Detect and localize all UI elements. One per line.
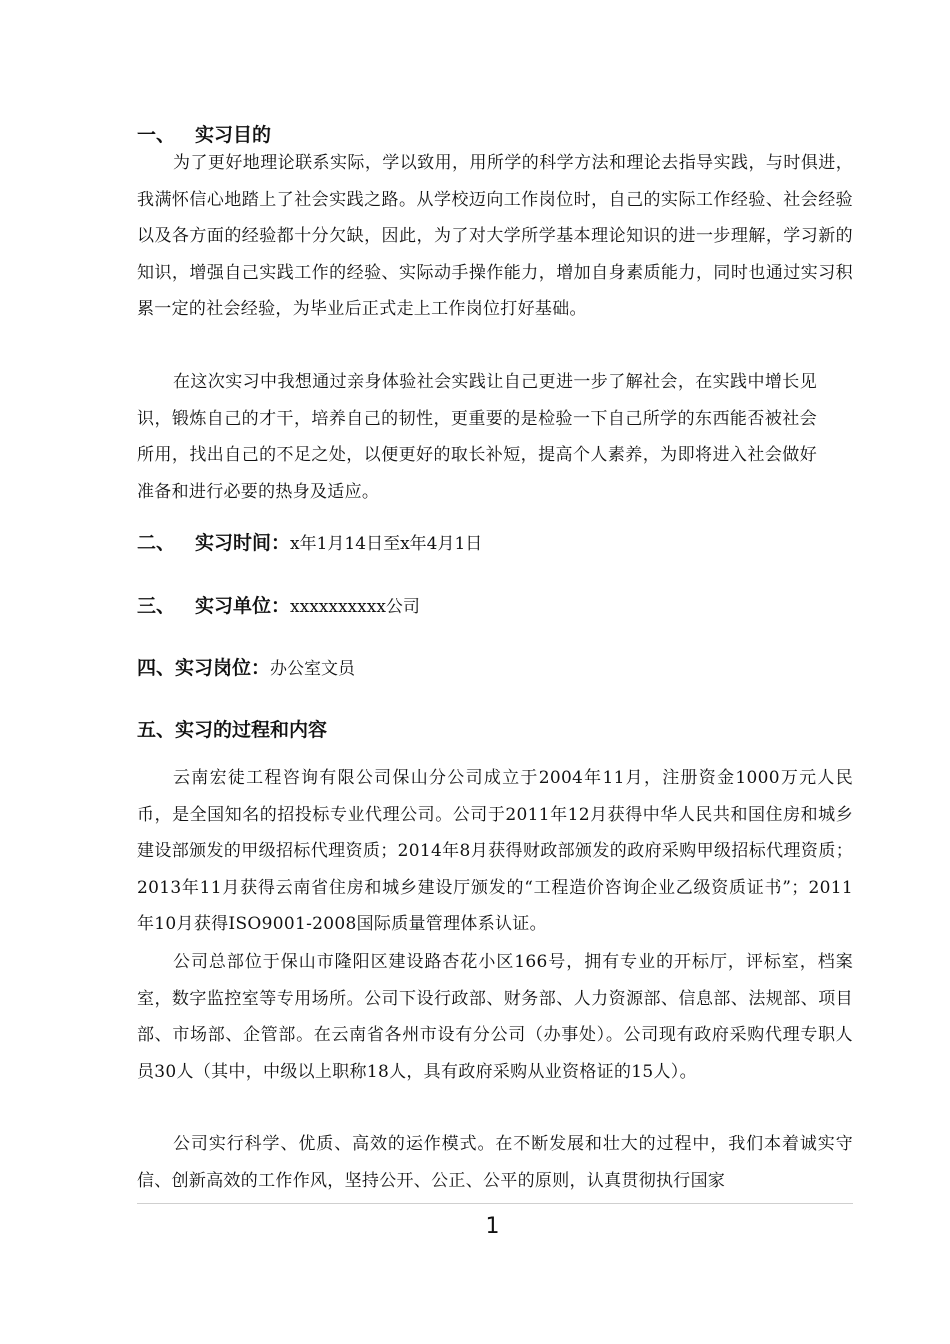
section-title: 实习目的: [195, 124, 272, 146]
company-paragraph-1: 云南宏徒工程咨询有限公司保山分公司成立于2004年11月，注册资金1000万元人民币，是全国知名的招投标专业代理公司。公司于2011年12月获得中华人民共和国住房和城乡建设部颁发的甲级招标代理资质；2014年8月获得财政部颁发的政府采购甲级招标代理资质；2013年11月获得云南省住房和城乡建设厅颁发的“工程造价咨询企业乙级资质证书”；2011年10月获得ISO9001-2008国际质量管理体系认证。: [137, 768, 853, 934]
internship-unit-value: xxxxxxxxxx公司: [290, 597, 420, 617]
section-label: 实习时间：: [195, 532, 291, 554]
section-heading-unit: [137, 591, 420, 618]
section-label: 实习单位：: [195, 595, 291, 617]
section-label: 四、实习岗位：: [137, 657, 271, 679]
purpose-paragraph-2: 在这次实习中我想通过亲身体验社会实践让自己更进一步了解社会，在实践中增长见识，锻炼自己的才干，培养自己的韧性，更重要的是检验一下自己所学的东西能否被社会所用，找出自己的不足之处，以便更好的取长补短，提高个人素养，为即将进入社会做好准备和进行必要的热身及适应。: [137, 372, 817, 502]
company-paragraph-2: 公司总部位于保山市隆阳区建设路杏花小区166号，拥有专业的开标厅，评标室，档案室，数字监控室等专用场所。公司下设行政部、财务部、人力资源部、信息部、法规部、项目部、市场部、企管部。在云南省各州市设有分公司（办事处）。公司现有政府采购代理专职人员30人（其中，中级以上职称18人，具有政府采购从业资格证的15人）。: [137, 952, 853, 1082]
section-number: 一、: [137, 124, 176, 146]
footer-divider: [137, 1203, 853, 1204]
internship-time-value: x年1月14日至x年4月1日: [290, 534, 483, 554]
section-heading-purpose: [137, 120, 271, 147]
page-number: 1: [485, 1214, 500, 1239]
section-heading-time: [137, 528, 482, 555]
company-paragraph-3: 公司实行科学、优质、高效的运作模式。在不断发展和壮大的过程中，我们本着诚实守信、创新高效的工作作风，坚持公开、公正、公平的原则，认真贯彻执行国家: [137, 1134, 853, 1191]
section-title: 五、实习的过程和内容: [137, 719, 328, 741]
section-heading-process: [137, 715, 327, 742]
section-heading-position: [137, 653, 355, 680]
section-number: 三、: [137, 595, 176, 617]
purpose-paragraph-1: 为了更好地理论联系实际，学以致用，用所学的科学方法和理论去指导实践，与时俱进，我满怀信心地踏上了社会实践之路。从学校迈向工作岗位时，自己的实际工作经验、社会经验以及各方面的经验都十分欠缺，因此，为了对大学所学基本理论知识的进一步理解，学习新的知识，增强自己实践工作的经验、实际动手操作能力，增加自身素质能力，同时也通过实习积累一定的社会经验，为毕业后正式走上工作岗位打好基础。: [137, 153, 853, 319]
section-number: 二、: [137, 532, 176, 554]
internship-position-value: 办公室文员: [270, 659, 356, 679]
